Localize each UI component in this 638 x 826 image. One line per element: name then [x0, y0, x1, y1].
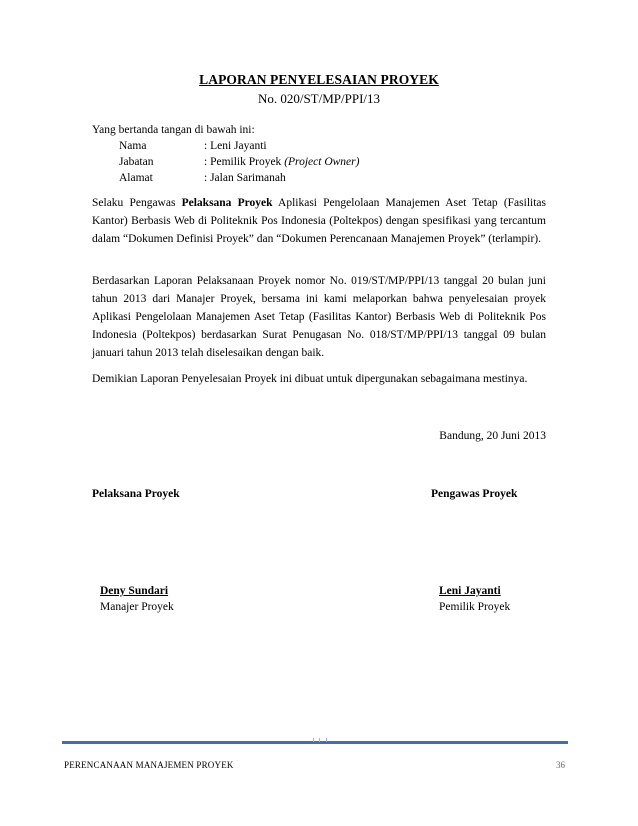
paragraph-report: Berdasarkan Laporan Pelaksanaan Proyek nomor No. 019/ST/MP/PPI/13 tanggal 20 bulan juni tahun 2013 dari Manajer Proyek, bersama ini kami melaporkan bahwa penyelesaian proyek Aplikasi Pengelolaan Manajemen Aset Tetap (Fasilitas Kantor) Berbasis Web di Politeknik Pos Indonesia (Poltekpos) berdasarkan Surat Penugasan No. 018/ST/MP/PPI/13 tanggal 09 bulan januari tahun 2013 telah diselesaikan dengan baik.	[92, 275, 546, 359]
paragraph-closing: Demikian Laporan Penyelesaian Proyek ini dibuat untuk dipergunakan sebagaimana mestinya.	[92, 373, 528, 385]
footer-title: PERENCANAAN MANAJEMEN PROYEK	[64, 760, 234, 770]
identity-value: : Jalan Sarimanah	[204, 172, 286, 184]
signature-heading-left: Pelaksana Proyek	[92, 488, 180, 500]
paragraph-supervisor: Selaku Pengawas Pelaksana Proyek Aplikasi Pengelolaan Manajemen Aset Tetap (Fasilitas Kantor) Berbasis Web di Politeknik Pos Indonesia (Poltekpos) dengan spesifikasi yang tercantum dalam “Dokumen Definisi Proyek” dan “Dokumen Perencanaan Manajemen Proyek” (terlampir).	[92, 197, 546, 245]
document-title: LAPORAN PENYELESAIAN PROYEK	[199, 72, 439, 87]
identity-key: Nama	[119, 140, 147, 152]
signature-name-right: Leni Jayanti	[439, 585, 501, 597]
document-number	[0, 91, 638, 107]
signature-name-left: Deny Sundari	[100, 585, 169, 597]
signature-role-right: Pemilik Proyek	[439, 601, 511, 613]
identity-row-address	[119, 170, 286, 186]
signature-role-left: Manajer Proyek	[100, 601, 174, 613]
identity-note: (Project Owner)	[284, 156, 360, 168]
identity-value: : Leni Jayanti	[204, 140, 267, 152]
document-number-text: No. 020/ST/MP/PPI/13	[257, 91, 381, 106]
identity-key: Alamat	[119, 172, 153, 184]
footer-ornament	[313, 738, 327, 742]
identity-row-name	[119, 138, 267, 154]
identity-row-position	[119, 154, 359, 170]
document-date: Bandung, 20 Juni 2013	[439, 430, 546, 442]
paragraph-bold: Pelaksana Proyek	[181, 197, 273, 209]
signature-heading-right: Pengawas Proyek	[431, 488, 518, 500]
identity-key: Jabatan	[119, 156, 154, 168]
intro-text: Yang bertanda tangan di bawah ini:	[92, 124, 255, 136]
page-number: 36	[556, 760, 565, 770]
identity-value: : Pemilik Proyek (Project Owner)	[204, 156, 360, 168]
